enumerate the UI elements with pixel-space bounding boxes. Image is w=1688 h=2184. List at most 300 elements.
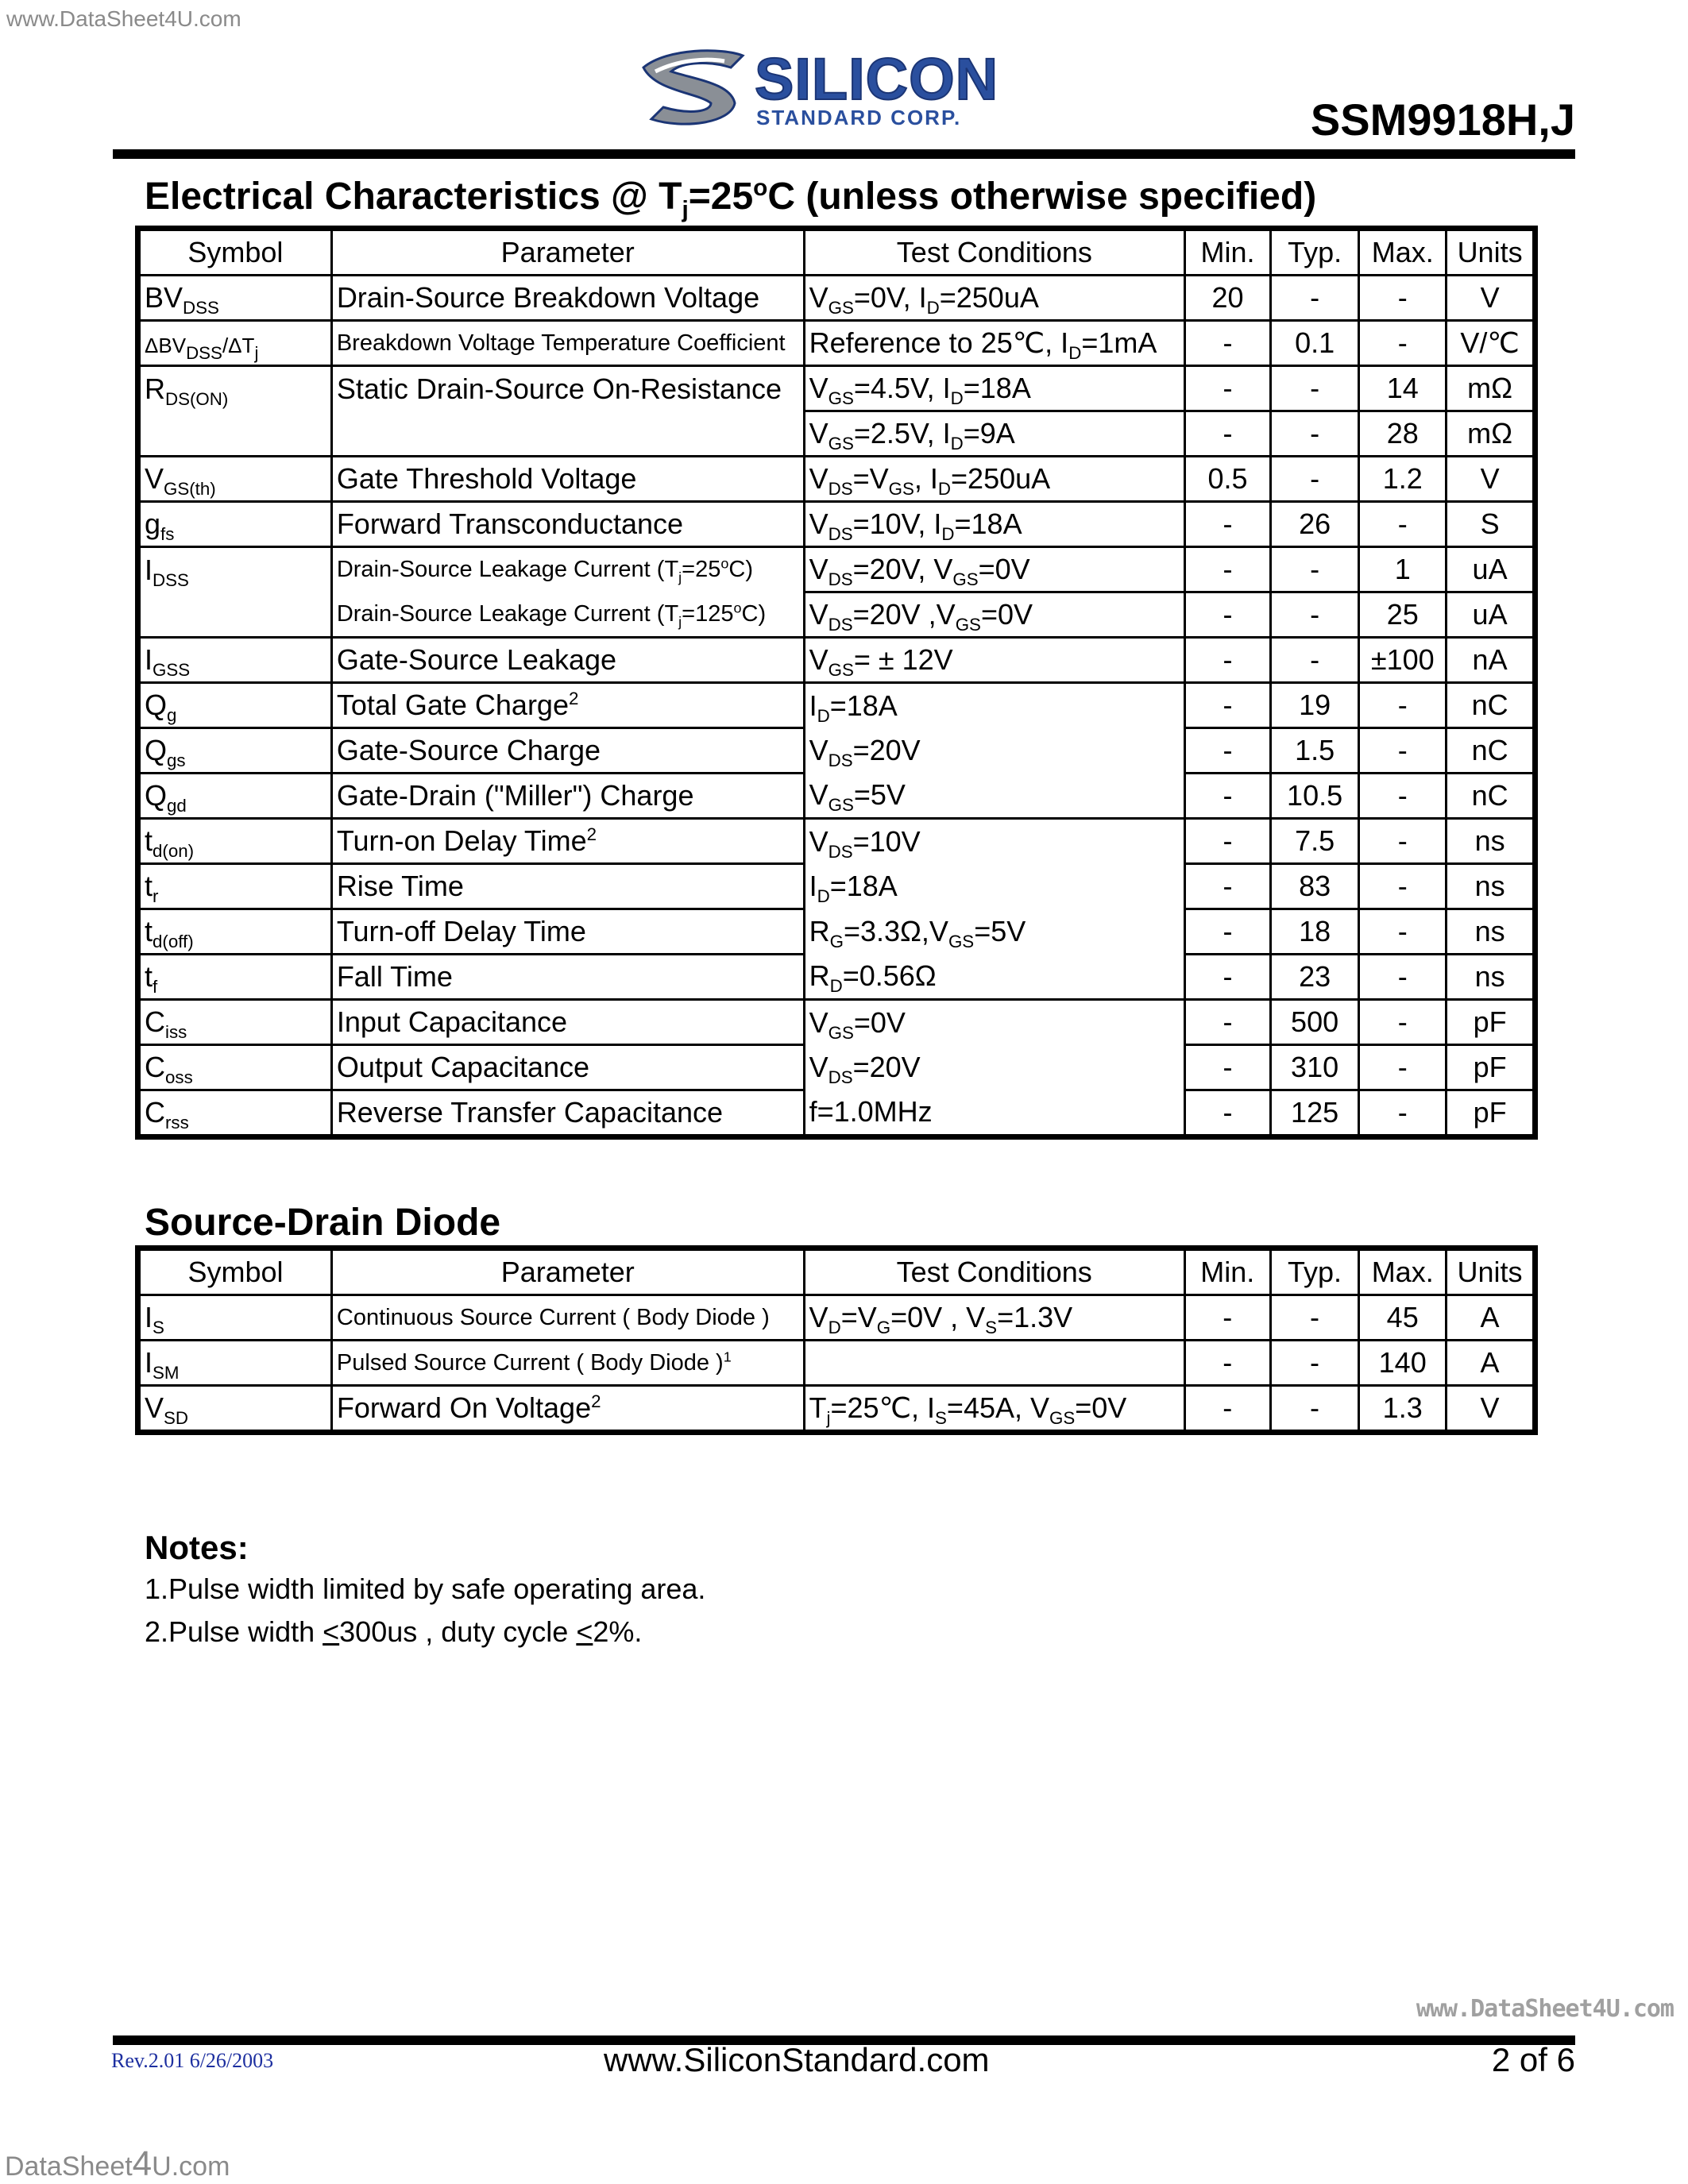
- condition-text: =0.56Ω: [842, 959, 937, 993]
- typ-cell: -: [1270, 366, 1359, 411]
- symbol: Q: [145, 734, 168, 766]
- parameter-sub: j: [678, 569, 682, 586]
- symbol-sub: f: [153, 977, 158, 997]
- condition-sub: GS: [948, 932, 975, 952]
- condition-sub: GS: [828, 388, 854, 409]
- parameter: Turn-off Delay Time: [336, 915, 586, 947]
- typ-cell: 19: [1270, 683, 1359, 728]
- min-cell: -: [1185, 909, 1271, 955]
- min-cell: 20: [1185, 276, 1271, 321]
- symbol: Q: [145, 689, 168, 721]
- condition-text: , I: [914, 462, 938, 495]
- parameter: Forward On Voltage: [336, 1391, 592, 1424]
- unit-cell: S: [1447, 502, 1534, 547]
- parameter: Turn-on Delay Time: [336, 824, 587, 857]
- max-cell: -: [1359, 774, 1447, 819]
- condition-sub: D: [937, 479, 952, 500]
- conditions-cell: [804, 638, 1185, 683]
- parameter-cell: [331, 909, 804, 955]
- symbol-sub: GSS: [153, 660, 191, 681]
- condition-sub: D: [926, 298, 940, 318]
- logo-subname: STANDARD CORP.: [756, 106, 962, 129]
- typ-cell: 7.5: [1270, 819, 1359, 864]
- source-drain-diode-table: [138, 1248, 1535, 1432]
- watermark-bottom-a: DataSheet: [5, 2151, 133, 2182]
- column-header: Min.: [1185, 230, 1271, 276]
- condition-text: = ± 12V: [853, 643, 953, 676]
- unit-cell: V: [1447, 276, 1534, 321]
- symbol-cell: [140, 457, 332, 502]
- condition-sub: DS: [828, 615, 853, 635]
- condition-text: V: [809, 507, 829, 540]
- condition-sub: S: [935, 1408, 947, 1429]
- typ-cell: 125: [1270, 1090, 1359, 1136]
- symbol-sub: iss: [165, 1022, 187, 1043]
- parameter: Gate-Source Leakage: [336, 643, 617, 676]
- condition-sub: G: [829, 932, 844, 952]
- symbol: I: [145, 1346, 153, 1379]
- condition-text: =20V ,V: [852, 598, 956, 631]
- heading-part-b: =25: [688, 176, 754, 218]
- table-row: [140, 321, 1534, 366]
- symbol-cell: [140, 411, 332, 457]
- condition-text: V: [809, 1005, 829, 1039]
- parameter: Drain-Source Leakage Current (T: [336, 557, 679, 583]
- table-row: [140, 955, 1534, 1000]
- parameter: Output Capacitance: [336, 1051, 590, 1083]
- typ-cell: -: [1270, 592, 1359, 638]
- typ-cell: -: [1270, 1295, 1359, 1341]
- unit-cell: ns: [1447, 909, 1534, 955]
- symbol-cell: [140, 502, 332, 547]
- min-cell: -: [1185, 321, 1271, 366]
- symbol: C: [145, 1051, 165, 1083]
- unit-cell: ns: [1447, 819, 1534, 864]
- unit-cell: V/℃: [1447, 321, 1534, 366]
- max-cell: -: [1359, 955, 1447, 1000]
- condition-sub: D: [817, 886, 830, 907]
- table-row: [140, 638, 1534, 683]
- min-cell: -: [1185, 638, 1271, 683]
- heading-sub: j: [682, 196, 689, 223]
- condition-sub: DS: [828, 479, 853, 500]
- unit-cell: V: [1447, 457, 1534, 502]
- unit-cell: pF: [1447, 1090, 1534, 1136]
- watermark-top[interactable]: www.DataSheet4U.com: [6, 6, 241, 31]
- condition-sub: D: [941, 524, 955, 545]
- unit-cell: ns: [1447, 864, 1534, 909]
- parameter: Breakdown Voltage Temperature Coefficient: [336, 330, 786, 356]
- condition-sub: DS: [828, 569, 853, 590]
- condition-text: V: [809, 1301, 829, 1333]
- note-2: [145, 1615, 642, 1649]
- table-row: [140, 1386, 1534, 1431]
- unit-cell: pF: [1447, 1045, 1534, 1090]
- condition-text: =20V, V: [852, 553, 953, 585]
- column-header: Symbol: [140, 230, 332, 276]
- conditions-cell: [804, 728, 1185, 774]
- parameter: Static Drain-Source On-Resistance: [336, 372, 782, 405]
- symbol: t: [145, 824, 153, 857]
- note-2-le-2: <: [576, 1615, 593, 1648]
- parameter: Drain-Source Breakdown Voltage: [336, 281, 760, 314]
- parameter: Forward Transconductance: [336, 507, 684, 540]
- column-header: Parameter: [331, 230, 804, 276]
- condition-sub: DS: [828, 1067, 853, 1088]
- typ-cell: 26: [1270, 502, 1359, 547]
- condition-text: V: [809, 734, 829, 766]
- column-header: Units: [1447, 1250, 1534, 1295]
- condition-text: =45A, V: [946, 1391, 1050, 1424]
- parameter-cell: [331, 592, 804, 638]
- conditions-cell: [804, 1386, 1184, 1431]
- symbol: ΔBV: [145, 334, 187, 357]
- condition-text: =250uA: [951, 462, 1051, 495]
- condition-sub: D: [950, 388, 964, 409]
- condition-text: V: [809, 372, 829, 404]
- note-2-le-1: <: [323, 1615, 340, 1648]
- condition-text: V: [809, 417, 829, 450]
- parameter: Gate Threshold Voltage: [336, 462, 637, 495]
- column-header: Test Conditions: [804, 230, 1185, 276]
- electrical-heading: [145, 175, 1317, 223]
- unit-cell: A: [1447, 1341, 1534, 1386]
- parameter-cell: [331, 955, 804, 1000]
- condition-text: =18A: [954, 507, 1022, 540]
- condition-text: =20V: [852, 734, 921, 766]
- conditions-cell: [804, 683, 1185, 728]
- condition-text: V: [809, 281, 829, 314]
- condition-sub: S: [985, 1318, 998, 1338]
- watermark-bottom-b: 4: [132, 2144, 153, 2183]
- parameter-sub: j: [678, 613, 682, 630]
- unit-cell: nA: [1447, 638, 1534, 683]
- symbol: V: [145, 462, 164, 495]
- typ-cell: 83: [1270, 864, 1359, 909]
- symbol-tail: /ΔT: [222, 334, 255, 357]
- parameter-note-ref: 2: [586, 824, 597, 844]
- typ-cell: -: [1270, 411, 1359, 457]
- typ-cell: -: [1270, 1386, 1359, 1431]
- unit-cell: nC: [1447, 683, 1534, 728]
- parameter-cell: [331, 1386, 804, 1431]
- min-cell: -: [1185, 411, 1271, 457]
- min-cell: -: [1185, 864, 1271, 909]
- max-cell: -: [1359, 502, 1447, 547]
- typ-cell: -: [1270, 1341, 1359, 1386]
- unit-cell: A: [1447, 1295, 1534, 1341]
- condition-text: =3.3Ω,V: [843, 915, 948, 947]
- typ-cell: 1.5: [1270, 728, 1359, 774]
- max-cell: ±100: [1359, 638, 1447, 683]
- parameter: Continuous Source Current ( Body Diode ): [336, 1304, 770, 1330]
- conditions-cell: [804, 955, 1185, 1000]
- revision-date: Rev.2.01 6/26/2003: [111, 2049, 274, 2072]
- min-cell: 0.5: [1185, 457, 1271, 502]
- condition-sub: GS: [828, 298, 854, 318]
- conditions-cell: [804, 1090, 1185, 1136]
- table-row: [140, 864, 1534, 909]
- symbol: t: [145, 915, 153, 947]
- condition-text: =20V: [852, 1051, 921, 1083]
- min-cell: -: [1185, 819, 1271, 864]
- table-row: [140, 1295, 1534, 1341]
- max-cell: 1.3: [1359, 1386, 1447, 1431]
- condition-sub: GS: [888, 479, 914, 500]
- typ-cell: 23: [1270, 955, 1359, 1000]
- symbol: Q: [145, 779, 168, 812]
- parameter-cell: [331, 683, 804, 728]
- condition-text: =0V: [980, 598, 1033, 631]
- symbol-sub: DSS: [183, 298, 219, 318]
- symbol-cell: [140, 321, 332, 366]
- condition-text: =0V: [1075, 1391, 1127, 1424]
- max-cell: -: [1359, 909, 1447, 955]
- min-cell: -: [1185, 366, 1271, 411]
- max-cell: -: [1359, 276, 1447, 321]
- table-row: [140, 728, 1534, 774]
- condition-text: =2.5V, I: [853, 417, 951, 450]
- symbol-sub: SM: [153, 1363, 180, 1383]
- condition-text: =10V, I: [852, 507, 942, 540]
- conditions-cell: [804, 592, 1185, 638]
- max-cell: -: [1359, 321, 1447, 366]
- condition-text: V: [809, 598, 829, 631]
- condition-sub: GS: [952, 569, 979, 590]
- symbol-cell: [140, 1000, 332, 1045]
- parameter-sup: o: [733, 600, 742, 616]
- condition-sub: D: [829, 976, 843, 997]
- conditions-cell: [804, 321, 1185, 366]
- condition-text: =5V: [853, 778, 906, 812]
- condition-sub: D: [817, 705, 830, 726]
- parameter-note-ref: 1: [723, 1348, 732, 1364]
- min-cell: -: [1185, 592, 1271, 638]
- parameter-cell: [331, 864, 804, 909]
- parameter-cell: [331, 321, 804, 366]
- condition-sub: GS: [1049, 1408, 1076, 1429]
- parameter-cell: [331, 638, 804, 683]
- unit-cell: mΩ: [1447, 411, 1534, 457]
- column-header: Min.: [1184, 1250, 1270, 1295]
- symbol-sub: SD: [164, 1408, 189, 1429]
- symbol-cell: [140, 638, 332, 683]
- table-row: [140, 592, 1534, 638]
- symbol: I: [145, 1301, 153, 1333]
- symbol-cell: [140, 774, 332, 819]
- condition-text: f=1.0MHz: [809, 1095, 933, 1129]
- max-cell: 140: [1359, 1341, 1447, 1386]
- conditions-cell: [804, 864, 1185, 909]
- condition-sub: D: [1068, 343, 1082, 364]
- header-row: [140, 1250, 1534, 1295]
- table-row: [140, 547, 1534, 592]
- table-row: [140, 1045, 1534, 1090]
- parameter: =125: [682, 600, 734, 627]
- column-header: Test Conditions: [804, 1250, 1184, 1295]
- condition-sub: G: [876, 1318, 891, 1338]
- notes-title: Notes:: [145, 1529, 249, 1566]
- symbol-sub: DSS: [186, 343, 222, 364]
- condition-text: =0V, I: [853, 281, 927, 314]
- unit-cell: uA: [1447, 547, 1534, 592]
- condition-text: V: [809, 462, 829, 495]
- parameter-cell: [331, 1000, 804, 1045]
- unit-cell: ns: [1447, 955, 1534, 1000]
- max-cell: -: [1359, 819, 1447, 864]
- symbol-cell: [140, 1386, 332, 1431]
- symbol: t: [145, 870, 153, 902]
- table-row: [140, 1000, 1534, 1045]
- parameter-cell: [331, 1341, 804, 1386]
- watermark-bottom-c: U.com: [152, 2151, 230, 2182]
- max-cell: 28: [1359, 411, 1447, 457]
- conditions-cell: [804, 366, 1185, 411]
- parameter: Pulsed Source Current ( Body Diode ): [336, 1349, 724, 1376]
- table-row: [140, 909, 1534, 955]
- condition-text: =9A: [963, 417, 1015, 450]
- parameter-cell: [331, 1090, 804, 1136]
- max-cell: -: [1359, 1000, 1447, 1045]
- min-cell: -: [1185, 547, 1271, 592]
- min-cell: -: [1185, 955, 1271, 1000]
- condition-sub: j: [826, 1408, 831, 1429]
- condition-text: I: [809, 689, 817, 722]
- condition-text: R: [809, 959, 830, 993]
- website-link[interactable]: www.SiliconStandard.com: [604, 2041, 990, 2078]
- conditions-cell: [804, 547, 1185, 592]
- conditions-cell: [804, 1045, 1185, 1090]
- symbol-cell: [140, 592, 332, 638]
- conditions-cell: [804, 502, 1185, 547]
- header-rule: [113, 149, 1575, 159]
- symbol: I: [145, 643, 153, 676]
- watermark-right[interactable]: www.DataSheet4U.com: [1416, 1995, 1674, 2023]
- parameter-cell: [331, 728, 804, 774]
- condition-text: R: [809, 915, 830, 947]
- table-row: [140, 819, 1534, 864]
- unit-cell: V: [1447, 1386, 1534, 1431]
- condition-text: =18A: [829, 689, 898, 722]
- min-cell: -: [1184, 1341, 1270, 1386]
- condition-text: =V: [840, 1301, 877, 1333]
- unit-cell: pF: [1447, 1000, 1534, 1045]
- condition-text: =10V: [852, 824, 921, 858]
- note-2-e: 2%.: [593, 1615, 643, 1648]
- max-cell: 25: [1359, 592, 1447, 638]
- unit-cell: nC: [1447, 728, 1534, 774]
- max-cell: -: [1359, 1045, 1447, 1090]
- parameter-cell: [331, 411, 804, 457]
- symbol: C: [145, 1096, 165, 1129]
- parameter-cell: [331, 276, 804, 321]
- min-cell: -: [1185, 774, 1271, 819]
- condition-text: V: [809, 553, 829, 585]
- symbol-cell: [140, 683, 332, 728]
- symbol-cell: [140, 547, 332, 592]
- table-row: [140, 457, 1534, 502]
- conditions-cell: [804, 774, 1185, 819]
- condition-text: V: [809, 1051, 829, 1083]
- typ-cell: 0.1: [1270, 321, 1359, 366]
- note-2-a: 2.Pulse width: [145, 1615, 323, 1648]
- parameter-cell: [331, 502, 804, 547]
- max-cell: -: [1359, 1090, 1447, 1136]
- symbol: g: [145, 507, 161, 540]
- electrical-characteristics-table: [138, 229, 1535, 1136]
- table-row: [140, 366, 1534, 411]
- parameter-cell: [331, 366, 804, 411]
- symbol-sub: oss: [165, 1067, 193, 1088]
- max-cell: 1: [1359, 547, 1447, 592]
- max-cell: 45: [1359, 1295, 1447, 1341]
- symbol: t: [145, 960, 153, 993]
- symbol: I: [145, 553, 153, 586]
- company-logo: [635, 44, 1033, 131]
- parameter-cell: [331, 819, 804, 864]
- parameter: Gate-Drain ("Miller") Charge: [336, 779, 694, 812]
- symbol-sub: DSS: [153, 569, 189, 590]
- note-1: 1.Pulse width limited by safe operating area.: [145, 1572, 706, 1605]
- conditions-cell: [804, 909, 1185, 955]
- table-row: [140, 774, 1534, 819]
- parameter-sup: o: [720, 555, 729, 572]
- symbol: C: [145, 1005, 165, 1038]
- max-cell: 14: [1359, 366, 1447, 411]
- parameter: Gate-Source Charge: [336, 734, 601, 766]
- condition-text: =0V: [978, 553, 1030, 585]
- note-2-c: 300us , duty cycle: [339, 1615, 577, 1648]
- symbol-sub: d(off): [153, 932, 194, 952]
- column-header: Units: [1447, 230, 1534, 276]
- watermark-bottom[interactable]: [5, 2144, 230, 2184]
- max-cell: -: [1359, 864, 1447, 909]
- logo-name: SILICON: [755, 46, 999, 112]
- min-cell: -: [1184, 1295, 1270, 1341]
- parameter-cell: [331, 547, 804, 592]
- parameter-note-ref: 2: [591, 1391, 601, 1411]
- parameter: C): [741, 600, 767, 627]
- condition-text: V: [809, 778, 829, 812]
- condition-sub: D: [950, 434, 964, 454]
- symbol-cell: [140, 909, 332, 955]
- parameter: Reverse Transfer Capacitance: [336, 1096, 724, 1129]
- table-row: [140, 1341, 1534, 1386]
- symbol-cell: [140, 864, 332, 909]
- conditions-cell: [804, 276, 1185, 321]
- condition-text: =18A: [963, 372, 1031, 404]
- symbol-cell: [140, 728, 332, 774]
- symbol-sub: DS(ON): [165, 388, 229, 409]
- column-header: Parameter: [331, 1250, 804, 1295]
- condition-sub: DS: [828, 751, 853, 771]
- unit-cell: uA: [1447, 592, 1534, 638]
- unit-cell: mΩ: [1447, 366, 1534, 411]
- conditions-cell: [804, 1341, 1184, 1386]
- parameter-note-ref: 2: [568, 689, 579, 708]
- min-cell: -: [1185, 1090, 1271, 1136]
- condition-text: =1.3V: [997, 1301, 1073, 1333]
- condition-text: =5V: [974, 915, 1026, 947]
- parameter-cell: [331, 457, 804, 502]
- conditions-cell: [804, 411, 1185, 457]
- condition-text: Reference to 25℃, I: [809, 326, 1069, 359]
- typ-cell: 18: [1270, 909, 1359, 955]
- symbol-sub: rss: [165, 1113, 189, 1133]
- symbol-tail-sub: j: [254, 343, 259, 364]
- condition-sub: GS: [828, 434, 854, 454]
- symbol-sub: r: [153, 886, 159, 907]
